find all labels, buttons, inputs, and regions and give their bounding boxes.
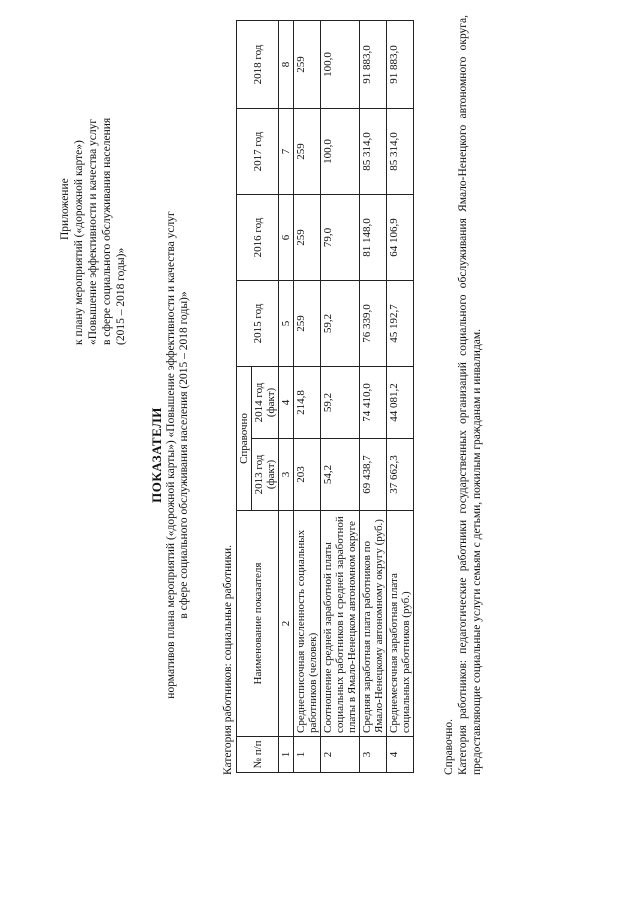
footnote-text: Категория работников: педагогические работники государственных организаций социального обслуживания Ямало-Ненецкого автономного округа, предоставляющие социальные услуги семьям с детьми, пожилым гражданам и инвалидам. [457,15,483,775]
document-subtitle: в сфере социального обслуживания населения (2015 – 2018 годы)» [178,291,190,619]
column-number: 7 [279,108,294,194]
column-number: 8 [279,20,294,108]
column-number: 5 [279,280,294,366]
column-number: 1 [279,737,294,773]
table-row [387,20,414,772]
table-row [321,20,360,772]
cell-2014: 214,8 [294,366,321,438]
document-heading [150,175,191,735]
cell-2014: 59,2 [321,366,360,438]
column-number: 3 [279,439,294,511]
table-row [360,20,387,772]
cell-2013: 37 662,3 [387,439,414,511]
row-num: 2 [321,737,360,773]
table-row [294,20,321,772]
header-2017: 2017 год [237,108,279,194]
row-name: Среднесписочная численность социальных работников (человек) [294,511,321,737]
header-reference: Справочно [237,366,252,510]
header-2018: 2018 год [237,20,279,108]
column-number-row [279,20,294,772]
cell-2013: 69 438,7 [360,439,387,511]
document-subtitle: нормативов плана мероприятий («дорожной карты») «Повышение эффективности и качества услуг [165,211,177,699]
appendix-line: «Повышение эффективности и качества услуг [87,118,99,345]
appendix-line: (2015 – 2018 годы)» [115,247,127,345]
cell-2016: 259 [294,194,321,280]
row-num: 4 [387,737,414,773]
row-name: Соотношение средней заработной платы социальных работников и средней заработной платы в Ямало-Ненецком автономном округе [321,511,360,737]
header-num: № п/п [237,737,279,773]
footnote [442,15,484,775]
document-title: ПОКАЗАТЕЛИ [149,407,164,503]
row-name: Средняя заработная плата работников по Ямало-Ненецкому автономному округу (руб.) [360,511,387,737]
row-name: Среднемесячная заработная плата социальных работников (руб.) [387,511,414,737]
indicators-table [236,20,414,773]
cell-2018: 91 883,0 [360,20,387,108]
cell-2016: 64 106,9 [387,194,414,280]
row-num: 3 [360,737,387,773]
cell-2016: 79,0 [321,194,360,280]
cell-2013: 203 [294,439,321,511]
header-2013: 2013 год (факт) [252,439,279,511]
cell-2017: 100,0 [321,108,360,194]
cell-2017: 259 [294,108,321,194]
cell-2014: 44 081,2 [387,366,414,438]
cell-2017: 85 314,0 [387,108,414,194]
cell-2015: 259 [294,280,321,366]
cell-2015: 59,2 [321,280,360,366]
row-num: 1 [294,737,321,773]
cell-2015: 45 192,7 [387,280,414,366]
header-2016: 2016 год [237,194,279,280]
footnote-label: Справочно. [443,718,455,775]
cell-2016: 81 148,0 [360,194,387,280]
column-number: 4 [279,366,294,438]
appendix-line: в сфере социального обслуживания населения [101,117,113,345]
appendix-line: к плану мероприятий («дорожной карте») [73,140,85,345]
worker-category: Категория работников: социальные работники. [222,544,234,775]
cell-2018: 100,0 [321,20,360,108]
cell-2018: 259 [294,20,321,108]
header-name: Наименование показателя [237,511,279,737]
header-2014: 2014 год (факт) [252,366,279,438]
table-header-row [237,20,252,772]
cell-2015: 76 339,0 [360,280,387,366]
cell-2018: 91 883,0 [387,20,414,108]
cell-2014: 74 410,0 [360,366,387,438]
cell-2017: 85 314,0 [360,108,387,194]
appendix-note [58,35,128,345]
column-number: 2 [279,511,294,737]
header-2015: 2015 год [237,280,279,366]
appendix-line: Приложение [59,178,71,240]
column-number: 6 [279,194,294,280]
cell-2013: 54,2 [321,439,360,511]
